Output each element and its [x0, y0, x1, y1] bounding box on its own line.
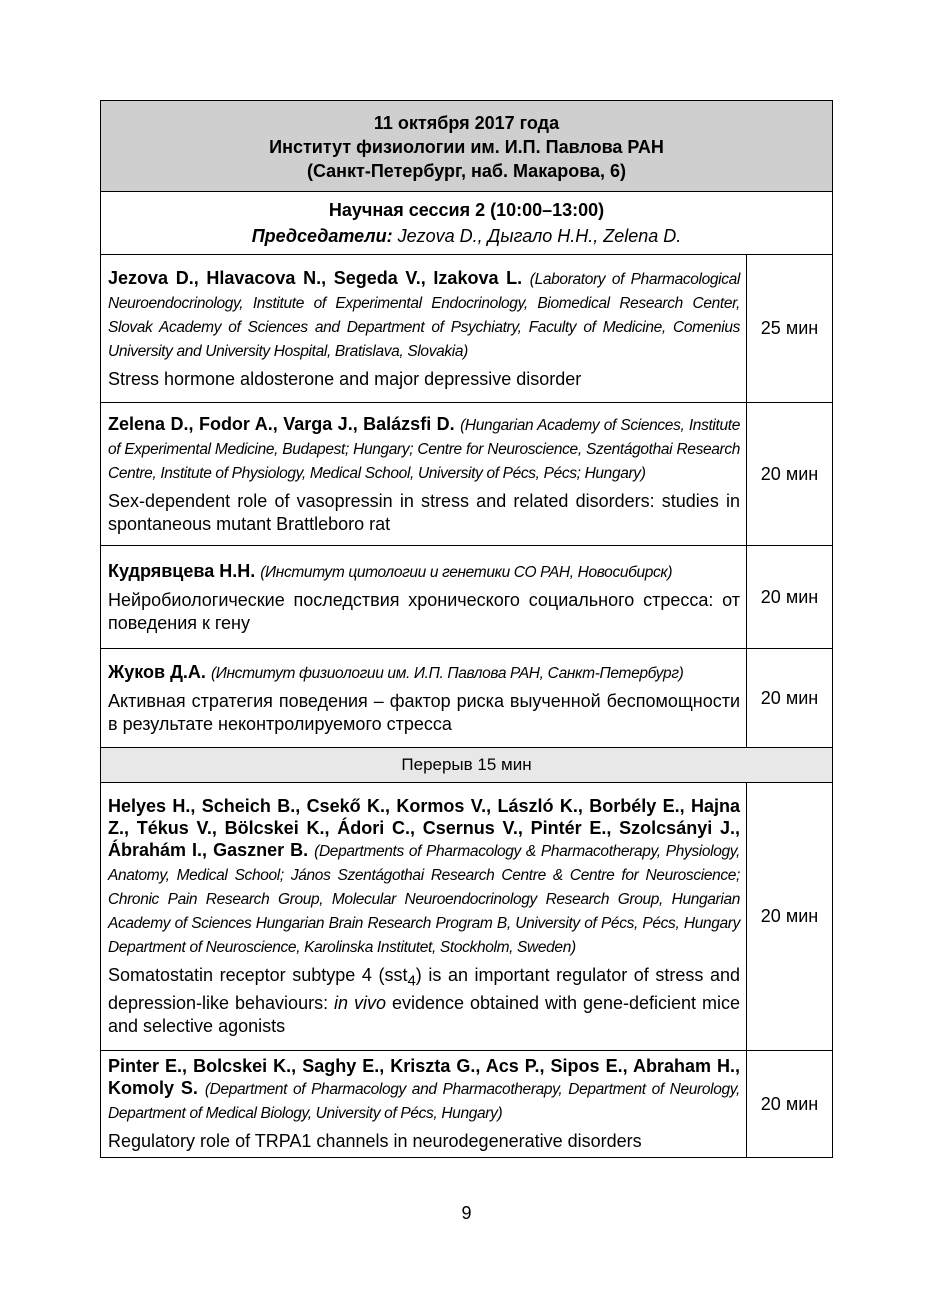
talk-title-subscript: 4 [407, 972, 416, 990]
talk-authors: Helyes H., Scheich B., Csekő K., Kormos V., László K., Borbély E., Hajna Z., Tékus V., Bölcskei K., Ádori C., Csernus V., Pintér E., Szolcsányi J., Ábrahám I., Gaszner B. [108, 795, 740, 860]
break-label: Перерыв 15 мин [101, 748, 833, 783]
talk-authors-block [108, 560, 740, 584]
talk-duration: 25 мин [747, 255, 833, 403]
day-header [101, 101, 833, 192]
talk-cell [101, 403, 747, 546]
talk-cell [101, 649, 747, 748]
talk-authors: Jezova D., Hlavacova N., Segeda V., Izakova L. [108, 267, 523, 288]
talk-cell [101, 255, 747, 403]
session-row [101, 192, 833, 255]
date-heading: 11 октября 2017 года [373, 113, 560, 133]
table-row [101, 403, 833, 546]
talk-authors-block [108, 795, 740, 959]
talk-duration: 20 мин [747, 649, 833, 748]
talk-cell [101, 783, 747, 1051]
session-info [101, 192, 833, 255]
talk-title [108, 964, 740, 1039]
session-chairs [109, 223, 824, 249]
table-row [101, 255, 833, 403]
talk-title: Активная стратегия поведения – фактор риска выученной беспомощности в результате неконтролируемого стресса [108, 690, 740, 734]
session-title: Научная сессия 2 (10:00–13:00) [328, 200, 605, 220]
talk-affiliation: (Hungarian Academy of Sciences, Institute of Experimental Medicine, Budapest; Hungary; Centre for Neuroscience, Szentágothai Research Centre, Institute of Physiology, Medical School, University of Pécs, Pécs; Hungary) [108, 416, 740, 482]
program-page [100, 100, 832, 1158]
talk-duration: 20 мин [747, 783, 833, 1051]
page-number: 9 [461, 1203, 472, 1223]
talk-duration: 20 мин [747, 403, 833, 546]
table-row [101, 546, 833, 649]
talk-authors-block [108, 413, 740, 485]
talk-title: Stress hormone aldosterone and major depressive disorder [108, 368, 582, 389]
talk-duration: 20 мин [747, 1051, 833, 1158]
program-table [100, 100, 833, 1158]
talk-title: Нейробиологические последствия хронического социального стресса: от поведения к гену [108, 589, 740, 633]
break-row [101, 748, 833, 783]
talk-affiliation: (Department of Pharmacology and Pharmacotherapy, Department of Neurology, Department of Medical Biology, University of Pécs, Hungary) [108, 1081, 740, 1122]
talk-title: Sex-dependent role of vasopressin in stress and related disorders: studies in spontaneous mutant Brattleboro rat [108, 490, 740, 534]
talk-affiliation: (Departments of Pharmacology & Pharmacotherapy, Physiology, Anatomy, Medical School; János Szentágothai Research Centre & Centre for Neuroscience; Chronic Pain Research Group, Molecular Neuroendocrinology Research Group, Hungarian Academy of Sciences Hungarian Brain Research Program B, University of Pécs, Pécs, Hungary Department of Neuroscience, Karolinska Institutet, Stockholm, Sweden) [108, 842, 740, 956]
talk-title: Regulatory role of TRPA1 channels in neurodegenerative disorders [108, 1131, 642, 1151]
talk-authors-block [108, 661, 740, 685]
table-row [101, 649, 833, 748]
talk-authors-block [108, 267, 740, 363]
talk-affiliation: (Институт цитологии и генетики СО РАН, Новосибирск) [260, 563, 673, 581]
talk-affiliation: (Laboratory of Pharmacological Neuroendocrinology, Institute of Experimental Endocrinology, Biomedical Research Center, Slovak Academy of Sciences and Department of Psychiatry, Faculty of Medicine, Comenius University and University Hospital, Bratislava, Slovakia) [108, 270, 740, 360]
talk-cell [101, 1051, 747, 1158]
talk-cell [101, 546, 747, 649]
chairs-label: Председатели: [251, 226, 393, 246]
talk-authors: Жуков Д.А. [108, 661, 206, 682]
talk-title-part1: Somatostatin receptor subtype 4 (sst [108, 964, 408, 985]
address-heading: (Санкт-Петербург, наб. Макарова, 6) [306, 161, 627, 181]
talk-title-part2: ) is an important regulator of stress and depression-like behaviours: [108, 964, 740, 1014]
talk-authors: Zelena D., Fodor A., Varga J., Balázsfi D. [108, 413, 455, 434]
talk-authors: Кудрявцева Н.Н. [108, 560, 256, 581]
chairs-names: Jezova D., Дыгало Н.Н., Zelena D. [397, 226, 682, 246]
talk-title-part3: evidence obtained with gene-deficient mice and selective agonists [108, 993, 740, 1037]
talk-title-italic: in vivo [334, 993, 387, 1014]
talk-duration: 20 мин [747, 546, 833, 649]
institute-heading: Институт физиологии им. И.П. Павлова РАН [269, 137, 664, 157]
table-header-row [101, 101, 833, 192]
talk-affiliation: (Институт физиологии им. И.П. Павлова РАН, Санкт-Петербург) [210, 664, 684, 682]
talk-authors-block [108, 1055, 740, 1125]
talk-authors: Pinter E., Bolcskei K., Saghy E., Kriszta G., Acs P., Sipos E., Abraham H., Komoly S. [108, 1056, 740, 1098]
table-row [101, 1051, 833, 1158]
table-row [101, 783, 833, 1051]
